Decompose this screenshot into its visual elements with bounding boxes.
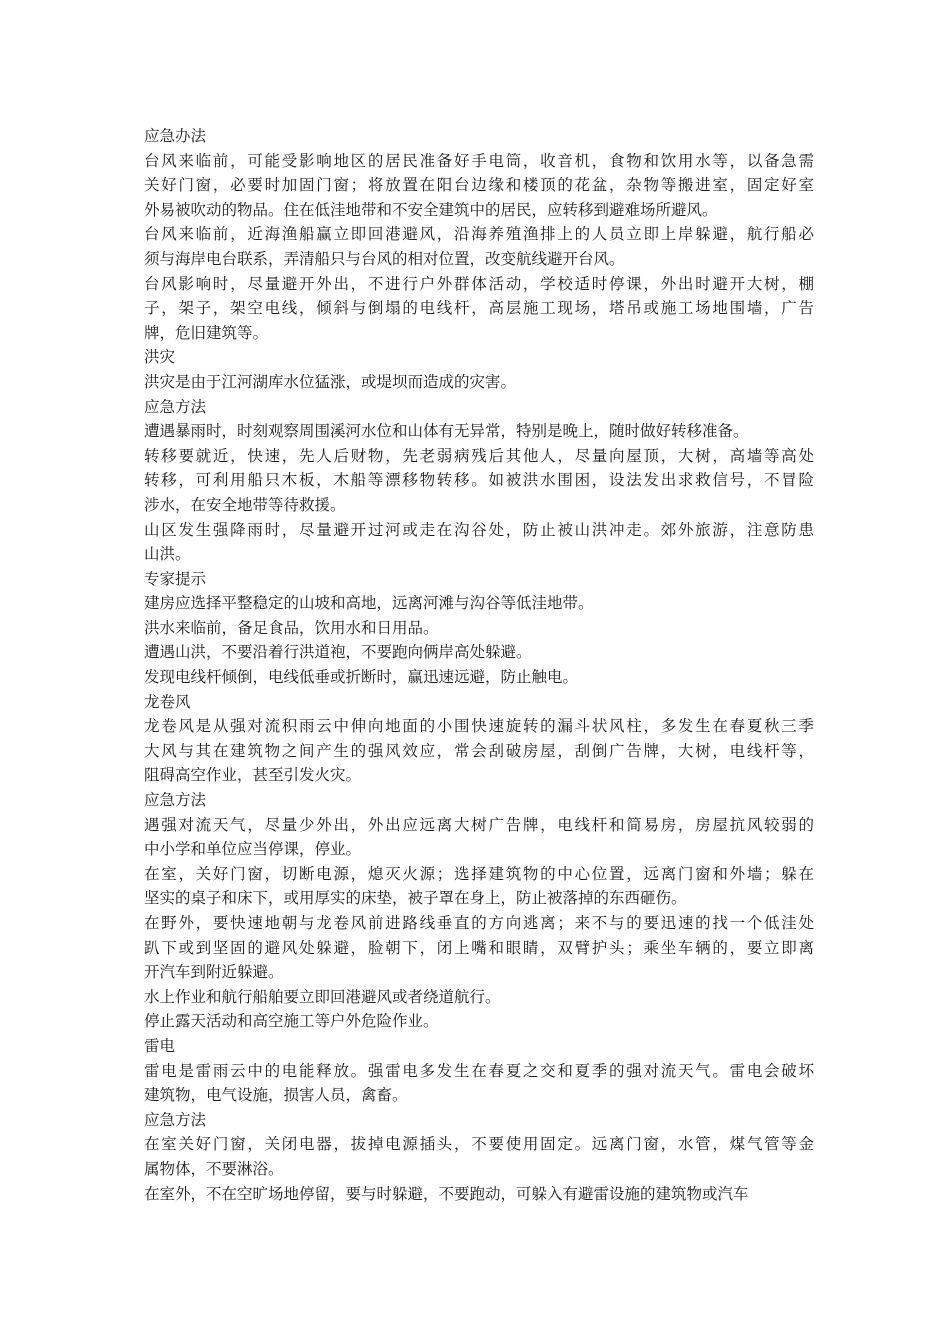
text-line: 洪水来临前，备足食品，饮用水和日用品。: [144, 618, 439, 637]
body-paragraph: [144, 419, 814, 444]
text-line: 遭遇山洪，不要沿着行洪道袍，不要跑向俩岸高处躲避。: [144, 643, 532, 662]
text-line: 开汽车到附近躲避。: [144, 963, 284, 982]
body-paragraph: [144, 985, 814, 1010]
text-line: 停止露天活动和高空施工等户外危险作业。: [144, 1012, 439, 1031]
text-line: 外易被吹动的物品。住在低洼地带和不安全建筑中的居民，应转移到避难场所避风。: [144, 200, 718, 219]
text-line: 涉水，在安全地带等待救援。: [144, 495, 346, 514]
text-line: 发现电线杆倾倒，电线低垂或折断时，赢迅速远避，防止触电。: [144, 668, 579, 687]
body-paragraph: [144, 665, 814, 690]
text-line: 属物体，不要淋浴。: [144, 1159, 284, 1178]
body-paragraph: [144, 616, 814, 641]
text-line: 洪灾是由于江河湖库水位猛涨，或堤坝而造成的灾害。: [144, 372, 517, 391]
body-paragraph: [144, 272, 814, 346]
section-heading: [144, 395, 814, 420]
text-line: 转移要就近，快速，先人后财物，先老弱病残后其他人，尽量向屋顶，大树，高墙等高处: [144, 446, 814, 465]
text-line: 山洪。: [144, 545, 191, 564]
text-line: 台风来临前，可能受影响地区的居民准备好手电筒，收音机，食物和饮用水等，以备急需: [144, 151, 814, 170]
section-heading: [144, 788, 814, 813]
body-paragraph: [144, 1059, 814, 1108]
body-paragraph: [144, 518, 814, 567]
body-paragraph: [144, 222, 814, 271]
text-line: 在室外，不在空旷场地停留，要与时躲避，不要跑动，可躲入有避雷设施的建筑物或汽车: [144, 1184, 749, 1203]
text-line: 子，架子，架空电线，倾斜与倒塌的电线杆，高层施工现场，塔吊或施工场地围墙，广告: [144, 299, 814, 318]
section-heading: [144, 567, 814, 592]
text-line: 遭遇暴雨时，时刻观察周围溪河水位和山体有无异常，特别是晚上，随时做好转移准备。: [144, 422, 749, 441]
body-paragraph: [144, 149, 814, 223]
text-line: 在室，关好门窗，切断电源，熄灭火源；选择建筑物的中心位置，远离门窗和外墙；躲在: [144, 864, 814, 883]
body-paragraph: [144, 813, 814, 862]
text-line: 应急方法: [144, 791, 207, 810]
section-heading: [144, 690, 814, 715]
text-line: 水上作业和航行船舶要立即回港避风或者绕道航行。: [144, 987, 501, 1006]
text-line: 应急方法: [144, 397, 207, 416]
body-paragraph: [144, 911, 814, 985]
section-heading: [144, 1034, 814, 1059]
text-line: 雷电: [144, 1036, 176, 1055]
body-paragraph: [144, 1009, 814, 1034]
body-paragraph: [144, 370, 814, 395]
text-line: 牌，危旧建筑等。: [144, 323, 269, 342]
text-line: 台风影响时，尽量避开外出，不进行户外群体活动，学校适时停课，外出时避开大树，棚: [144, 274, 814, 293]
body-paragraph: [144, 714, 814, 788]
text-line: 建房应选择平整稳定的山坡和高地，远离河滩与沟谷等低洼地带。: [144, 594, 594, 613]
text-line: 雷电是雷雨云中的电能释放。强雷电多发生在春夏之交和夏季的强对流天气。雷电会破坏: [144, 1061, 814, 1080]
text-line: 趴下或到坚固的避风处躲避，脸朝下，闭上嘴和眼睛，双臂护头；乘坐车辆的，要立即离: [144, 938, 814, 957]
document-page: [144, 124, 814, 1206]
text-line: 在野外，要快速地朝与龙卷风前进路线垂直的方向逃离；来不与的要迅速的找一个低洼处: [144, 914, 814, 932]
section-heading: [144, 124, 814, 149]
body-paragraph: [144, 1132, 814, 1181]
text-line: 在室关好门窗，关闭电器，拔掉电源插头，不要使用固定。远离门窗，水管，煤气管等金: [144, 1135, 814, 1154]
text-line: 遇强对流天气，尽量少外出，外出应远离大树广告牌，电线杆和简易房，房屋抗风较弱的: [144, 815, 814, 834]
section-heading: [144, 1108, 814, 1133]
text-line: 关好门窗，必要时加固门窗；将放置在阳台边缘和楼顶的花盆，杂物等搬进室，固定好室: [144, 176, 814, 195]
body-paragraph: [144, 862, 814, 911]
text-line: 专家提示: [144, 569, 207, 588]
text-line: 台风来临前，近海渔船赢立即回港避风，沿海养殖渔排上的人员立即上岸躲避，航行船必: [144, 225, 814, 244]
text-line: 应急方法: [144, 1110, 207, 1129]
text-line: 转移，可利用船只木板，木船等漂移物转移。如被洪水围困，设法发出求救信号，不冒险: [144, 471, 814, 490]
text-line: 应急办法: [144, 127, 207, 145]
text-line: 洪灾: [144, 348, 176, 367]
text-line: 建筑物，电气设施，损害人员，禽畜。: [144, 1086, 408, 1105]
text-line: 龙卷风: [144, 692, 191, 711]
text-line: 龙卷风是从强对流积雨云中伸向地面的小围快速旋转的漏斗状风柱，多发生在春夏秋三季: [144, 717, 814, 736]
text-line: 阻碍高空作业，甚至引发火灾。: [144, 766, 362, 785]
text-line: 大风与其在建筑物之间产生的强风效应，常会刮破房屋，刮倒广告牌，大树，电线杆等，: [144, 741, 814, 760]
section-heading: [144, 345, 814, 370]
body-paragraph: [144, 444, 814, 518]
text-line: 中小学和单位应当停课，停业。: [144, 840, 362, 859]
body-paragraph: [144, 591, 814, 616]
text-line: 山区发生强降雨时，尽量避开过河或走在沟谷处，防止被山洪冲走。郊外旅游，注意防患: [144, 520, 814, 539]
text-line: 须与海岸电台联系，弄清船只与台风的相对位置，改变航线避开台风。: [144, 249, 625, 268]
body-paragraph: [144, 1182, 814, 1207]
body-paragraph: [144, 640, 814, 665]
text-line: 坚实的桌子和床下，或用厚实的床垫，被子罩在身上，防止被落掉的东西砸伤。: [144, 889, 687, 908]
